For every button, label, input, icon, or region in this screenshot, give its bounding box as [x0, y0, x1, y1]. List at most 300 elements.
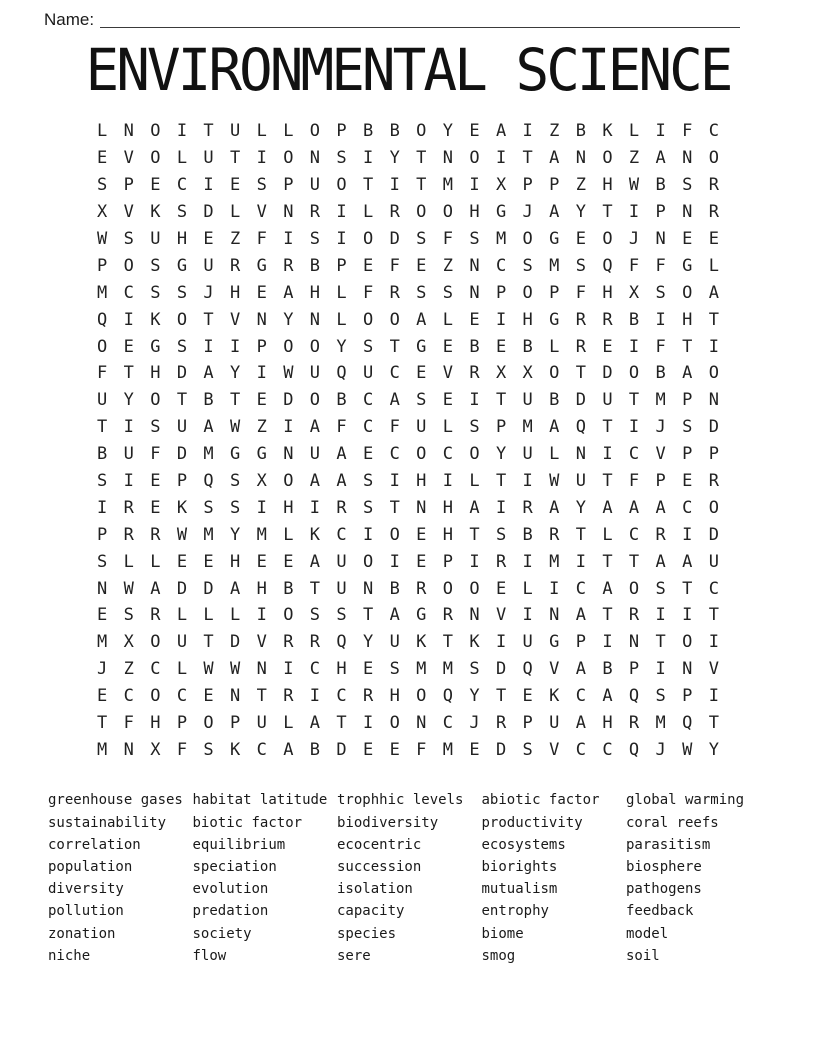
grid-cell: F — [123, 713, 134, 734]
grid-cell: Z — [628, 148, 640, 169]
grid-cell: I — [203, 175, 214, 196]
grid-cell: D — [203, 202, 214, 223]
grid-cell: B — [655, 175, 666, 196]
grid-cell: L — [628, 121, 640, 142]
grid-cell: R — [628, 605, 640, 626]
grid-cell: C — [708, 578, 719, 599]
grid-cell: Y — [230, 524, 241, 545]
grid-cell: E — [442, 390, 454, 411]
grid-cell: O — [708, 497, 719, 518]
grid-cell: T — [682, 336, 693, 357]
grid-cell: O — [336, 175, 347, 196]
word-list-item: biodiversity — [337, 814, 439, 831]
grid-cell: O — [416, 202, 427, 223]
grid-cell: O — [549, 363, 560, 384]
grid-cell: P — [628, 659, 640, 680]
grid-cell: L — [283, 524, 294, 545]
grid-row — [89, 521, 727, 548]
grid-cell: I — [495, 309, 507, 330]
word-list-item: parasitism — [626, 836, 711, 853]
grid-cell: O — [708, 363, 719, 384]
grid-cell: I — [628, 202, 640, 223]
grid-cell: H — [256, 578, 267, 599]
grid-cell: O — [150, 686, 161, 707]
grid-cell: P — [442, 551, 454, 572]
grid-cell: E — [416, 524, 427, 545]
word-list-item: mutualism — [481, 881, 558, 898]
grid-cell: E — [176, 551, 188, 572]
grid-cell: H — [602, 282, 613, 303]
grid-cell: M — [442, 175, 454, 196]
grid-cell: J — [469, 713, 480, 734]
grid-cell: S — [150, 255, 161, 276]
grid-cell: F — [628, 255, 640, 276]
grid-cell: S — [495, 524, 507, 545]
grid-cell: N — [442, 148, 454, 169]
grid-cell: L — [602, 524, 613, 545]
grid-cell: N — [469, 255, 480, 276]
grid-cell: R — [123, 497, 134, 518]
grid-cell: T — [123, 363, 134, 384]
grid-cell: Y — [336, 336, 347, 357]
grid-cell: F — [575, 282, 586, 303]
grid-cell: I — [230, 336, 241, 357]
grid-cell: S — [416, 282, 427, 303]
grid-cell: T — [655, 632, 666, 653]
grid-cell: O — [469, 148, 480, 169]
grid-cell: T — [389, 497, 400, 518]
grid-cell: O — [416, 686, 427, 707]
grid-cell: E — [416, 551, 427, 572]
grid-cell: I — [602, 632, 613, 653]
grid-cell: I — [522, 551, 533, 572]
grid-cell: B — [309, 255, 321, 276]
grid-cell: E — [203, 229, 214, 249]
grid-cell: I — [389, 175, 400, 196]
grid-cell: P — [336, 255, 347, 276]
grid-cell: E — [362, 444, 374, 465]
grid-cell: C — [442, 713, 454, 734]
grid-cell: A — [203, 417, 214, 438]
grid-cell: S — [362, 471, 374, 492]
grid-cell: S — [682, 417, 693, 438]
grid-cell: R — [549, 524, 560, 545]
grid-cell: A — [150, 578, 161, 599]
grid-cell: A — [549, 148, 560, 169]
word-list-item: pollution — [48, 903, 124, 920]
grid-cell: A — [549, 202, 560, 223]
word-list-column — [48, 789, 193, 967]
grid-cell: P — [495, 417, 507, 438]
grid-cell: M — [655, 390, 666, 411]
grid-cell: C — [150, 659, 161, 680]
grid-cell: R — [123, 524, 134, 545]
grid-cell: S — [522, 739, 533, 760]
word-search-grid — [89, 118, 727, 763]
grid-cell: F — [256, 229, 267, 249]
grid-cell: A — [628, 497, 640, 518]
grid-cell: P — [655, 202, 666, 223]
puzzle-title: ENVIRONMENTAL SCIENCE — [85, 36, 731, 105]
grid-cell: R — [150, 524, 161, 545]
grid-cell: O — [123, 255, 134, 276]
grid-cell: R — [283, 255, 294, 276]
grid-cell: R — [362, 686, 374, 707]
grid-cell: I — [575, 551, 586, 572]
grid-cell: R — [708, 202, 719, 223]
grid-cell: L — [283, 121, 294, 142]
grid-cell: U — [336, 551, 347, 572]
grid-cell: W — [682, 739, 693, 760]
grid-cell: L — [176, 148, 188, 169]
grid-cell: N — [682, 148, 693, 169]
grid-cell: W — [176, 524, 188, 545]
word-list-item: isolation — [337, 881, 413, 898]
grid-cell: R — [389, 202, 400, 223]
grid-cell: A — [309, 551, 321, 572]
grid-cell: D — [230, 632, 241, 653]
grid-cell: R — [442, 605, 454, 626]
grid-cell: O — [150, 148, 161, 169]
grid-cell: E — [123, 336, 134, 357]
grid-cell: E — [362, 255, 374, 276]
name-header — [0, 0, 816, 28]
grid-cell: V — [230, 309, 241, 330]
grid-cell: R — [283, 686, 294, 707]
grid-cell: J — [97, 659, 108, 680]
grid-cell: A — [602, 578, 613, 599]
grid-cell: R — [575, 336, 586, 357]
grid-cell: Y — [575, 497, 586, 518]
word-list — [48, 789, 816, 967]
grid-cell: E — [203, 686, 214, 707]
grid-cell: K — [150, 309, 161, 330]
grid-cell: Q — [682, 713, 693, 734]
grid-cell: P — [708, 444, 719, 465]
grid-cell: J — [522, 202, 533, 223]
grid-cell: A — [602, 497, 613, 518]
grid-row — [89, 252, 727, 279]
grid-cell: I — [362, 713, 374, 734]
grid-cell: T — [203, 309, 214, 330]
grid-row — [89, 602, 727, 629]
grid-cell: T — [682, 578, 693, 599]
grid-cell: C — [176, 686, 188, 707]
grid-row — [89, 279, 727, 306]
grid-cell: O — [628, 363, 640, 384]
grid-cell: N — [230, 686, 241, 707]
grid-cell: Q — [336, 632, 347, 653]
grid-cell: O — [708, 148, 719, 169]
grid-cell: S — [682, 175, 693, 196]
grid-cell: R — [495, 713, 507, 734]
grid-cell: S — [123, 229, 134, 249]
word-list-item: predation — [192, 903, 269, 920]
grid-cell: M — [549, 551, 560, 572]
word-list-item: ecosystems — [481, 836, 566, 853]
grid-cell: I — [469, 175, 480, 196]
grid-row — [89, 333, 727, 360]
grid-cell: P — [495, 282, 507, 303]
grid-cell: C — [176, 175, 188, 196]
grid-cell: O — [150, 632, 161, 653]
grid-cell: T — [522, 148, 533, 169]
grid-cell: C — [628, 524, 640, 545]
grid-row — [89, 226, 727, 253]
grid-cell: I — [123, 309, 134, 330]
grid-cell: I — [495, 148, 507, 169]
grid-cell: A — [336, 444, 347, 465]
grid-cell: I — [283, 229, 294, 249]
grid-cell: O — [362, 229, 374, 249]
grid-cell: E — [602, 336, 613, 357]
grid-cell: H — [602, 713, 613, 734]
word-list-item: evolution — [192, 881, 269, 898]
grid-cell: Q — [628, 686, 640, 707]
grid-cell: I — [495, 497, 507, 518]
grid-cell: L — [150, 551, 161, 572]
grid-cell: O — [283, 336, 294, 357]
grid-cell: N — [123, 739, 134, 760]
grid-cell: O — [628, 578, 640, 599]
grid-cell: B — [336, 390, 347, 411]
word-list-item: model — [626, 925, 669, 942]
grid-cell: H — [682, 309, 693, 330]
grid-cell: U — [309, 444, 321, 465]
word-list-item: speciation — [192, 858, 277, 875]
grid-cell: B — [309, 739, 321, 760]
grid-cell: I — [283, 417, 294, 438]
grid-cell: I — [522, 121, 533, 142]
grid-cell: T — [442, 632, 454, 653]
grid-cell: I — [549, 578, 560, 599]
grid-cell: L — [336, 282, 347, 303]
grid-cell: O — [150, 121, 161, 142]
grid-cell: M — [416, 659, 427, 680]
grid-cell: D — [283, 390, 294, 411]
grid-cell: B — [203, 390, 214, 411]
grid-cell: I — [495, 632, 507, 653]
grid-cell: U — [176, 417, 188, 438]
grid-cell: T — [575, 524, 586, 545]
grid-cell: D — [495, 659, 507, 680]
grid-cell: O — [682, 282, 693, 303]
grid-cell: X — [495, 175, 507, 196]
grid-cell: P — [549, 175, 560, 196]
grid-cell: B — [469, 336, 480, 357]
grid-row — [89, 494, 727, 521]
grid-cell: C — [362, 390, 374, 411]
grid-cell: C — [336, 686, 347, 707]
grid-cell: G — [150, 336, 161, 357]
grid-cell: N — [362, 578, 374, 599]
grid-cell: U — [203, 148, 214, 169]
grid-cell: O — [522, 282, 533, 303]
grid-cell: U — [549, 713, 560, 734]
grid-cell: H — [442, 497, 454, 518]
grid-cell: B — [522, 336, 533, 357]
grid-cell: V — [256, 632, 267, 653]
grid-cell: O — [442, 202, 454, 223]
word-list-item: productivity — [481, 814, 583, 831]
word-list-item: equilibrium — [192, 836, 286, 853]
grid-cell: Z — [123, 659, 134, 680]
grid-cell: F — [176, 739, 188, 760]
grid-cell: I — [362, 148, 374, 169]
grid-cell: L — [708, 255, 719, 276]
grid-cell: F — [389, 417, 400, 438]
grid-cell: W — [123, 578, 134, 599]
grid-cell: F — [416, 739, 427, 760]
grid-cell: H — [469, 202, 480, 223]
grid-cell: U — [522, 632, 533, 653]
grid-cell: I — [176, 121, 188, 142]
grid-cell: A — [309, 713, 321, 734]
grid-cell: I — [469, 390, 480, 411]
grid-cell: T — [602, 605, 613, 626]
grid-cell: A — [575, 659, 586, 680]
grid-cell: M — [203, 444, 214, 465]
grid-cell: C — [575, 686, 586, 707]
grid-cell: S — [203, 739, 214, 760]
grid-cell: G — [549, 309, 560, 330]
grid-cell: T — [469, 524, 480, 545]
grid-cell: U — [522, 390, 533, 411]
grid-cell: L — [442, 309, 454, 330]
word-list-item: biome — [481, 925, 524, 942]
grid-row — [89, 172, 727, 199]
grid-cell: S — [655, 282, 666, 303]
grid-cell: O — [362, 551, 374, 572]
grid-cell: A — [230, 578, 241, 599]
grid-cell: I — [682, 524, 693, 545]
grid-cell: S — [176, 336, 188, 357]
grid-cell: I — [655, 309, 666, 330]
grid-cell: I — [256, 497, 267, 518]
grid-cell: A — [655, 497, 666, 518]
grid-cell: T — [336, 713, 347, 734]
grid-cell: F — [682, 121, 693, 142]
grid-cell: W — [628, 175, 640, 196]
grid-cell: R — [575, 309, 586, 330]
grid-cell: G — [256, 444, 267, 465]
grid-cell: T — [309, 578, 321, 599]
grid-cell: D — [176, 363, 188, 384]
grid-cell: T — [708, 309, 719, 330]
grid-cell: E — [256, 282, 267, 303]
grid-cell: N — [469, 605, 480, 626]
grid-cell: I — [256, 148, 267, 169]
grid-cell: O — [389, 309, 400, 330]
grid-cell: S — [97, 551, 108, 572]
grid-cell: T — [602, 471, 613, 492]
grid-cell: R — [602, 309, 613, 330]
grid-row — [89, 145, 727, 172]
grid-cell: A — [655, 551, 666, 572]
grid-cell: L — [336, 309, 347, 330]
grid-cell: L — [442, 417, 454, 438]
grid-cell: Q — [602, 255, 613, 276]
grid-cell: W — [549, 471, 560, 492]
word-list-item: habitat latitude — [192, 792, 328, 809]
grid-cell: C — [442, 444, 454, 465]
grid-cell: S — [230, 497, 241, 518]
grid-cell: A — [495, 121, 507, 142]
grid-cell: N — [628, 632, 640, 653]
grid-cell: S — [362, 497, 374, 518]
grid-cell: T — [602, 417, 613, 438]
grid-cell: V — [708, 659, 719, 680]
grid-cell: O — [283, 471, 294, 492]
grid-cell: O — [389, 524, 400, 545]
grid-cell: B — [522, 524, 533, 545]
grid-cell: K — [602, 121, 613, 142]
grid-cell: U — [389, 632, 400, 653]
grid-cell: Y — [362, 632, 374, 653]
grid-cell: A — [416, 309, 427, 330]
grid-cell: M — [655, 713, 666, 734]
grid-cell: H — [150, 363, 161, 384]
grid-cell: N — [309, 309, 321, 330]
grid-cell: E — [150, 471, 161, 492]
grid-cell: T — [495, 471, 507, 492]
grid-cell: O — [602, 229, 613, 249]
grid-cell: S — [336, 605, 347, 626]
grid-cell: N — [416, 713, 427, 734]
grid-cell: K — [230, 739, 241, 760]
grid-cell: N — [575, 444, 586, 465]
grid-cell: A — [655, 148, 666, 169]
word-list-item: global warming — [626, 792, 745, 809]
word-list-item: smog — [481, 947, 516, 964]
grid-cell: T — [495, 686, 507, 707]
grid-cell: E — [362, 659, 374, 680]
grid-cell: R — [336, 497, 347, 518]
grid-cell: I — [256, 605, 267, 626]
grid-cell: T — [203, 632, 214, 653]
grid-cell: J — [203, 282, 214, 303]
grid-cell: H — [283, 497, 294, 518]
word-list-item: population — [48, 858, 133, 875]
grid-cell: K — [469, 632, 480, 653]
word-list-item: succession — [337, 858, 422, 875]
grid-cell: D — [336, 739, 347, 760]
grid-cell: P — [283, 175, 294, 196]
grid-cell: G — [416, 336, 427, 357]
grid-cell: A — [708, 282, 719, 303]
grid-cell: H — [150, 713, 161, 734]
grid-cell: R — [150, 605, 161, 626]
grid-cell: X — [123, 632, 134, 653]
grid-cell: S — [336, 148, 347, 169]
grid-cell: N — [283, 202, 294, 223]
grid-cell: T — [416, 175, 427, 196]
word-list-item: pathogens — [626, 881, 702, 898]
grid-cell: E — [469, 309, 480, 330]
grid-cell: S — [575, 255, 586, 276]
grid-cell: V — [123, 202, 134, 223]
grid-cell: E — [203, 551, 214, 572]
grid-row — [89, 656, 727, 683]
grid-cell: P — [522, 175, 533, 196]
grid-cell: E — [708, 229, 719, 249]
grid-cell: D — [495, 739, 507, 760]
grid-cell: V — [549, 659, 560, 680]
grid-cell: A — [549, 417, 560, 438]
grid-cell: B — [389, 121, 400, 142]
grid-cell: V — [442, 363, 454, 384]
grid-cell: V — [495, 605, 507, 626]
